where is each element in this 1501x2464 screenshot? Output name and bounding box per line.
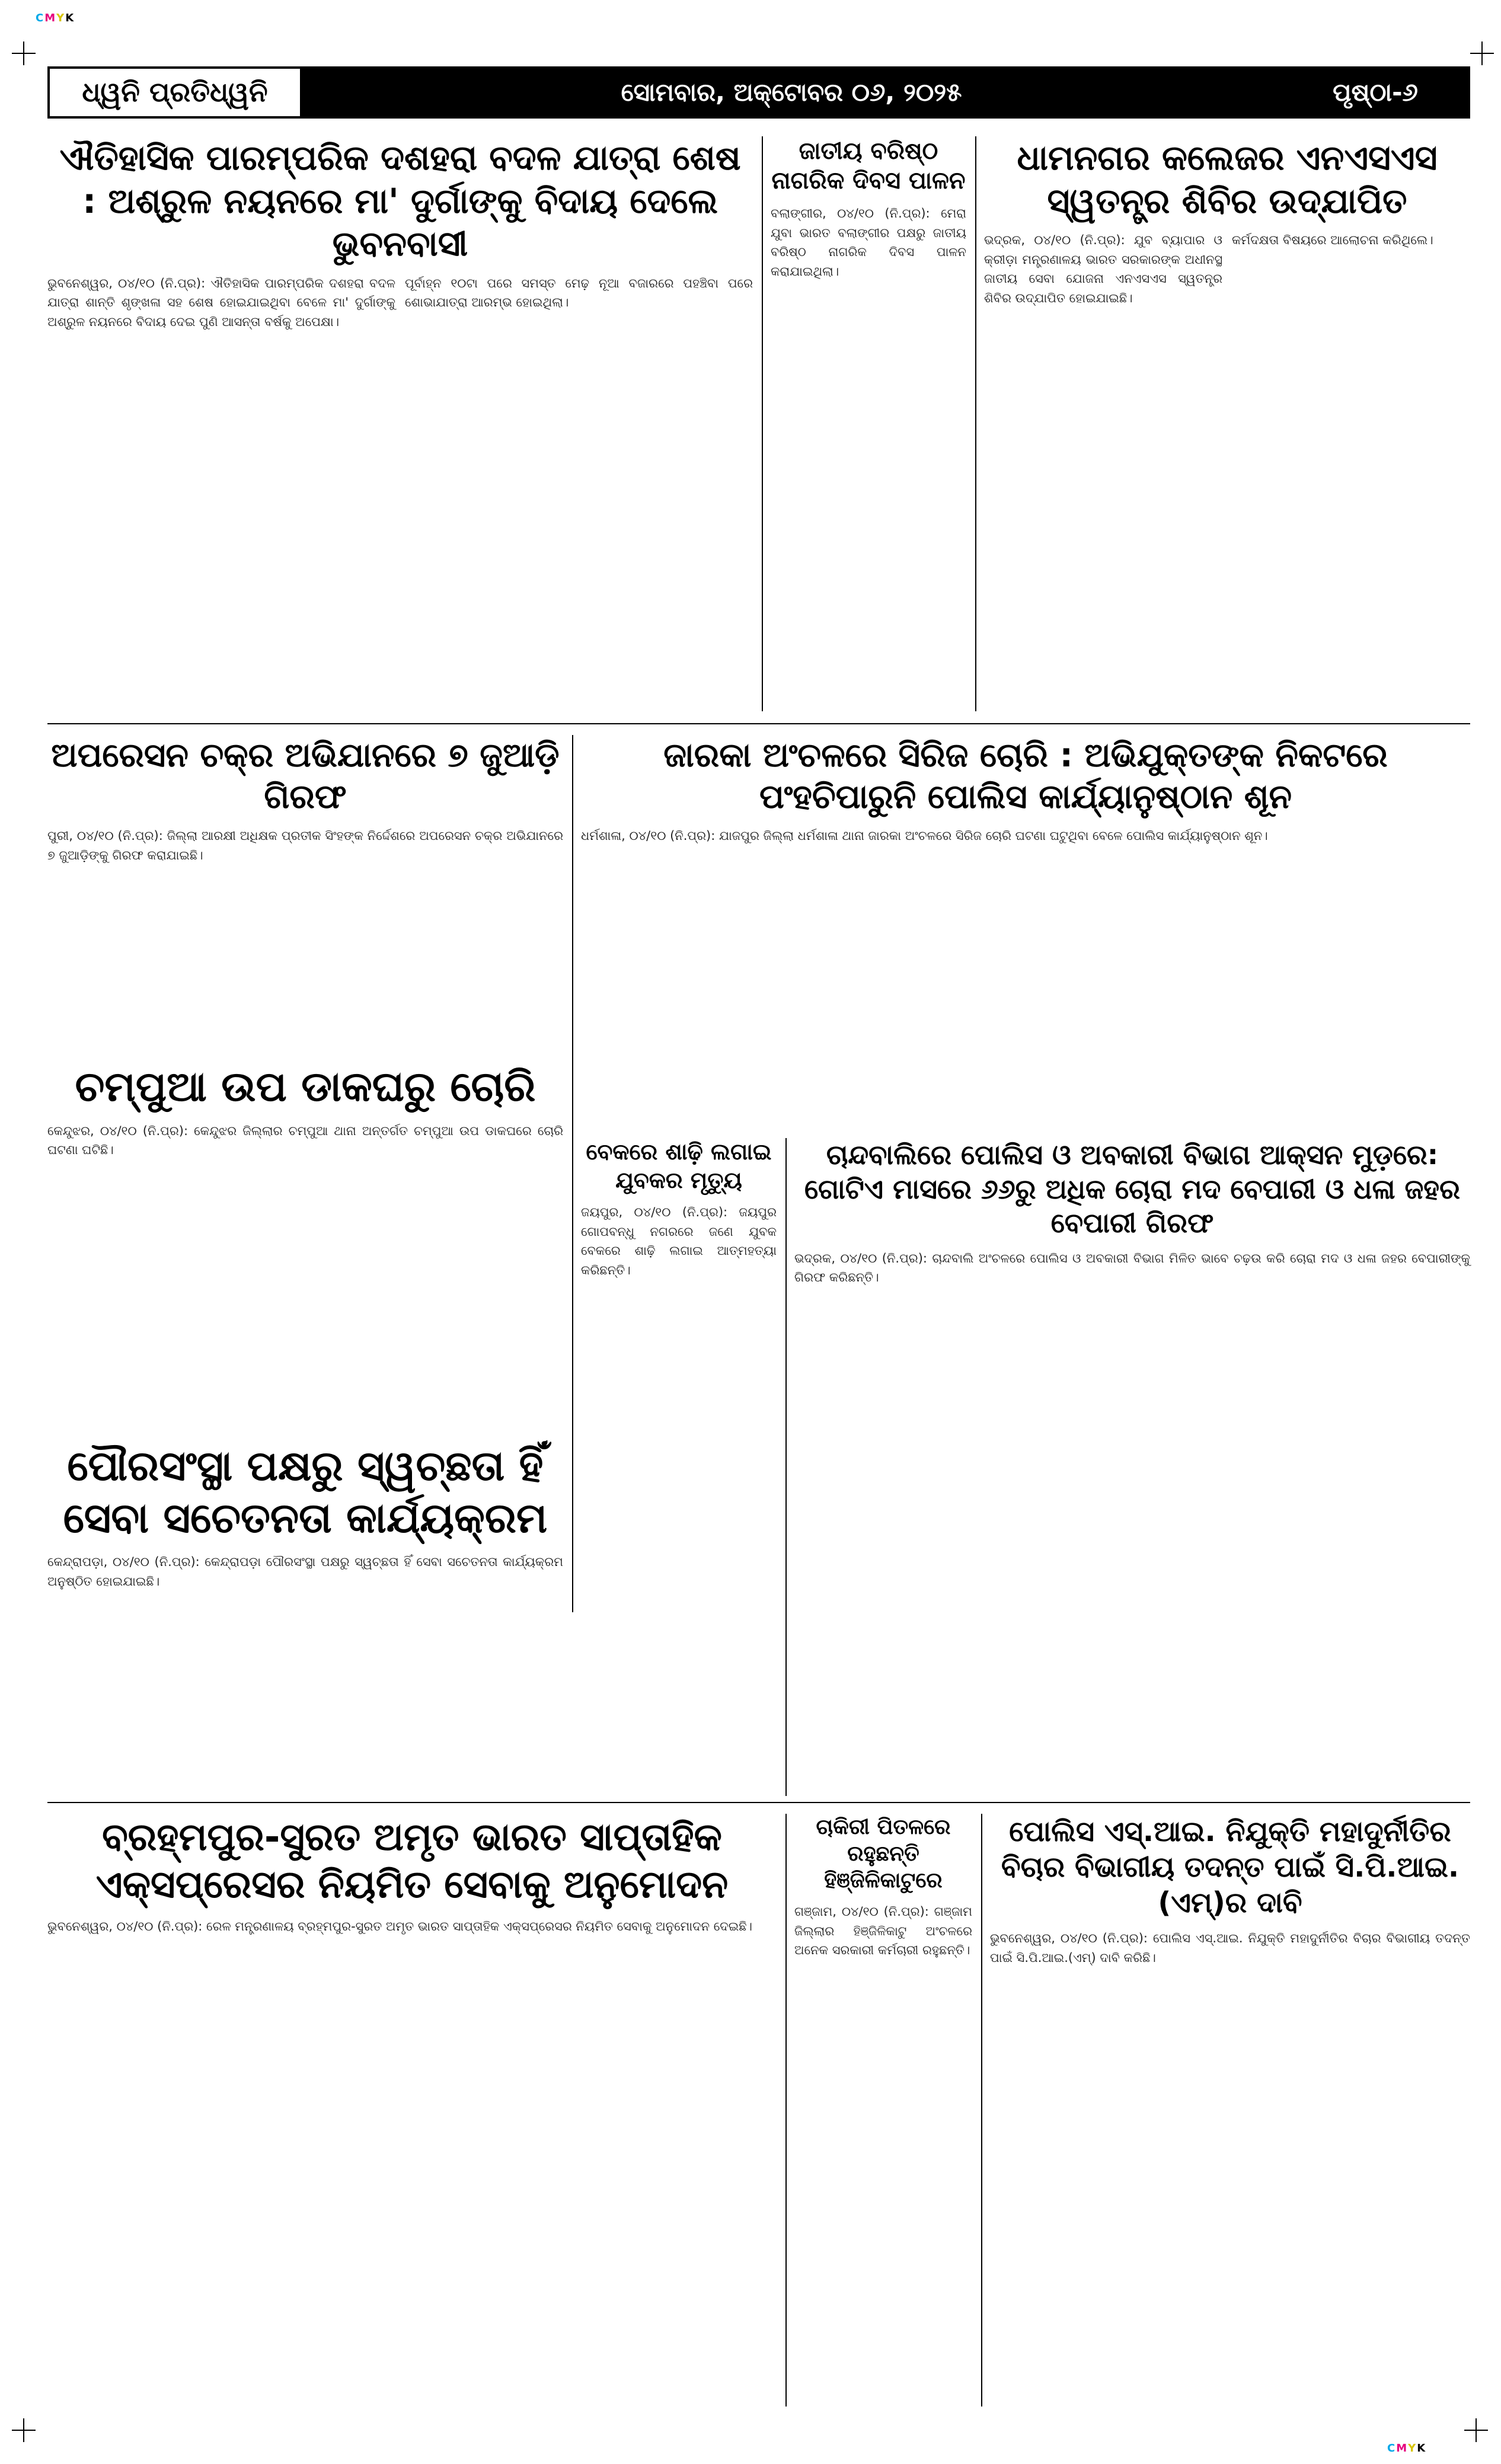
story-body: କର୍ମଦକ୍ଷତା ବିଷୟରେ ଆଲୋଚନା କରିଥିଲେ। (1232, 233, 1433, 247)
column-rule (762, 136, 763, 711)
registration-mark-bottom-right (1464, 2418, 1488, 2442)
masthead (47, 66, 1470, 119)
story-body: କେନ୍ଦୁଝର, ୦୪/୧୦ (ନି.ପ୍ର): କେନ୍ଦୁଝର ଜିଲ୍ଲାର ଚମ୍ପୁଆ ଥାନା ଅନ୍ତର୍ଗତ ଚମ୍ପୁଆ ଉପ ଡାକଘରେ ଚୋରି ଘଟଣା ଘଟିଛି। (47, 1123, 563, 1158)
registration-mark-top-left (12, 41, 36, 65)
headline: ପୌରସଂସ୍ଥା ପକ୍ଷରୁ ସ୍ୱଚ୍ଛତା ହିଁ ସେବା ସଚେତନତା କାର୍ଯ୍ୟକ୍ରମ (63, 1442, 548, 1542)
column-rule (785, 1138, 787, 1796)
page-number: ପୃଷ୍ଠା-୬ (1333, 78, 1418, 107)
story-jaraka-theft (581, 735, 1470, 846)
headline: ଧାମନଗର କଲେଜର ଏନଏସଏସ ସ୍ୱତନ୍ତ୍ର ଶିବିର ଉଦ୍‌ଯାପିତ (1017, 138, 1438, 221)
story-body: ଭୁବନେଶ୍ୱର, ୦୪/୧୦ (ନି.ପ୍ର): ରେଳ ମନ୍ତ୍ରଣାଳୟ ବ୍ରହ୍ମପୁର-ସୁରତ ଅମୃତ ଭାରତ ସାପ୍ତାହିକ ଏକ୍ସପ୍ରେସର ନିୟମିତ ସେବାକୁ ଅନୁମୋଦନ ଦେଇଛି। (47, 1919, 752, 1934)
story-body: ଜୟପୁର, ୦୪/୧୦ (ନି.ପ୍ର): ଜୟପୁର ଗୋପବନ୍ଧୁ ନଗରରେ ଜଣେ ଯୁବକ ବେକରେ ଶାଢ଼ି ଲଗାଇ ଆତ୍ମହତ୍ୟା କରିଛନ୍ତି। (581, 1205, 777, 1277)
column-rule (975, 136, 976, 711)
story-body: କେନ୍ଦ୍ରାପଡ଼ା, ୦୪/୧୦ (ନି.ପ୍ର): କେନ୍ଦ୍ରାପଡ଼ା ପୌରସଂସ୍ଥା ପକ୍ଷରୁ ସ୍ୱଚ୍ଛତା ହିଁ ସେବା ସଚେତନତା କାର୍ଯ୍ୟକ୍ରମ ଅନୁଷ୍ଠିତ ହୋଇଯାଇଛି। (47, 1555, 563, 1589)
story-body: ଭୁବନେଶ୍ୱର, ୦୪/୧୦ (ନି.ପ୍ର): ପୋଲିସ ଏସ୍.ଆଇ. ନିଯୁକ୍ତି ମହାଦୁର୍ନୀତିର ବିଚାର ବିଭାଗୀୟ ତଦନ୍ତ ପାଇଁ ସି.ପି.ଆଇ.(ଏମ୍) ଦାବି କରିଛି। (990, 1931, 1470, 1965)
headline: ବେକରେ ଶାଢ଼ି ଲଗାଇ ଯୁବକର ମୃତ୍ୟୁ (586, 1139, 772, 1193)
story-senior-citizen (771, 136, 966, 281)
story-champua-theft (47, 1061, 563, 1160)
story-swachhata (47, 1440, 563, 1591)
headline: ପୋଲିସ ଏସ୍.ଆଇ. ନିଯୁକ୍ତି ମହାଦୁର୍ନୀତିର ବିଚାର ବିଭାଗୀୟ ତଦନ୍ତ ପାଇଁ ସି.ପି.ଆଇ.(ଏମ୍)ର ଦାବି (1001, 1815, 1460, 1919)
story-body: ଧର୍ମଶାଳା, ୦୪/୧୦ (ନି.ପ୍ର): ଯାଜପୁର ଜିଲ୍ଲା ଧର୍ମଶାଳା ଥାନା ଜାରକା ଅଂଚଳରେ ସିରିଜ ଚୋରି ଘଟଣା ଘଟୁଥିବା ବେଳେ ପୋଲିସ କାର୍ଯ୍ୟାନୁଷ୍ଠାନ ଶୂନ। (581, 829, 1268, 843)
column-rule (981, 1814, 982, 2407)
section-divider (47, 1802, 1470, 1803)
story-body: ଭଦ୍ରକ, ୦୪/୧୦ (ନି.ପ୍ର): ଯୁବ ବ୍ୟାପାର ଓ କ୍ରୀଡ଼ା ମନ୍ତ୍ରଣାଳୟ ଭାରତ ସରକାରଙ୍କ ଅଧୀନସ୍ଥ ଜାତୀୟ ସେବା ଯୋଜନା ଏନଏସଏସ ସ୍ୱତନ୍ତ୍ର ଶିବିର ଉଦ୍‌ଯାପିତ ହୋଇଯାଇଛି। (984, 233, 1222, 305)
headline: ଚାକିରୀ ପିତଳରେ ରହୁଛନ୍ତି ହିଞ୍ଜିଳିକାଟୁରେ (816, 1815, 951, 1893)
story-body: ଭୁବନେଶ୍ୱର, ୦୪/୧୦ (ନି.ପ୍ର): ଐତିହାସିକ ପାରମ୍ପରିକ ଦଶହରା ବଦଳ ଯାତ୍ରା ଶାନ୍ତି ଶୃଙ୍ଖଳା ସହ ଶେଷ ହୋଇଯାଇଥିବା ବେଳେ ମା' ଦୁର୍ଗାଙ୍କୁ ଅଶ୍ରୁଳ ନୟନରେ ବିଦାୟ ଦେଇ ପୁଣି ଆସନ୍ତା ବର୍ଷକୁ ଅପେକ୍ଷା। (47, 276, 395, 329)
story-body: ପୂର୍ବାହ୍ନ ୧୦ଟା ପରେ ସମସ୍ତ ମେଢ଼ ନୂଆ ବଜାରରେ ପହଞ୍ଚିବା ପରେ ଶୋଭାଯାତ୍ରା ଆରମ୍ଭ ହୋଇଥିଲା। (405, 276, 753, 310)
cmyk-mark-bottom: CMYK (1387, 2442, 1427, 2455)
story-body: ବଲାଙ୍ଗୀର, ୦୪/୧୦ (ନି.ପ୍ର): ମେରା ଯୁବା ଭାରତ ବଲାଙ୍ଗୀର ପକ୍ଷରୁ ଜାତୀୟ ବରିଷ୍ଠ ନାଗରିକ ଦିବସ ପାଳନ କରାଯାଇଥିଲା। (771, 206, 966, 279)
headline: ଐତିହାସିକ ପାରମ୍ପରିକ ଦଶହରା ବଦଳ ଯାତ୍ରା ଶେଷ : ଅଶ୍ରୁଳ ନୟନରେ ମା' ଦୁର୍ଗାଙ୍କୁ ବିଦାୟ ଦେଲେ ଭୁବନବାସୀ (59, 138, 741, 264)
section-divider (47, 723, 1470, 724)
story-operation-chakra (47, 735, 563, 865)
story-youth-death (581, 1138, 777, 1280)
story-si-recruitment (990, 1814, 1470, 1967)
issue-date: ସୋମବାର, ଅକ୍ଟୋବର ୦୬, ୨୦୨୫ (621, 78, 962, 107)
headline: ବ୍ରହ୍ମପୁର-ସୁରତ ଅମୃତ ଭାରତ ସାପ୍ତାହିକ ଏକ୍ସପ୍ରେସର ନିୟମିତ ସେବାକୁ ଅନୁମୋଦନ (95, 1816, 729, 1907)
headline: ଚାନ୍ଦବାଲିରେ ପୋଲିସ ଓ ଅବକାରୀ ବିଭାଗ ଆକ୍ସନ ମୁଡ଼ରେ: ଗୋଟିଏ ମାସରେ ୬୬ରୁ ଅଧିକ ଚୋରା ମଦ ବେପାରୀ ଓ ଧଳା ଜହର ବେପାରୀ ଗିରଫ (804, 1139, 1460, 1239)
story-body: ଗଞ୍ଜାମ, ୦୪/୧୦ (ନି.ପ୍ର): ଗଞ୍ଜାମ ଜିଲ୍ଲାର ହିଞ୍ଜିଳିକାଟୁ ଅଂଚଳରେ ଅନେକ ସରକାରୀ କର୍ମଚାରୀ ରହୁଛନ୍ତି। (794, 1904, 972, 1958)
headline: ଜାତୀୟ ବରିଷ୍ଠ ନାଗରିକ ଦିବସ ପାଳନ (771, 138, 966, 194)
headline: ଚମ୍ପୁଆ ଉପ ଡାକଘରୁ ଚୋରି (75, 1062, 536, 1111)
headline: ଜାରକା ଅଂଚଳରେ ସିରିଜ ଚୋରି : ଅଭିଯୁକ୍ତଙ୍କ ନିକଟରେ ପଂହଚିପାରୁନି ପୋଲିସ କାର୍ଯ୍ୟାନୁଷ୍ଠାନ ଶୂନ (663, 736, 1388, 816)
column-rule (785, 1814, 787, 2407)
newspaper-logo: ଧ୍ୱନି ପ୍ରତିଧ୍ୱନି (47, 66, 302, 119)
column-rule (572, 735, 573, 1612)
cmyk-mark-top: CMYK (36, 12, 75, 24)
story-amrit-bharat-express (47, 1814, 777, 1936)
story-body: ଭଦ୍ରକ, ୦୪/୧୦ (ନି.ପ୍ର): ଚାନ୍ଦବାଲି ଅଂଚଳରେ ପୋଲିସ ଓ ଅବକାରୀ ବିଭାଗ ମିଳିତ ଭାବେ ଚଢ଼ଉ କରି ଚୋରା ମଦ ଓ ଧଳା ଜହର ବେପାରୀଙ୍କୁ ଗିରଫ କରିଛନ୍ତି। (794, 1251, 1470, 1285)
story-dussehra (47, 136, 753, 331)
story-body: ପୁରୀ, ୦୪/୧୦ (ନି.ପ୍ର): ଜିଲ୍ଲା ଆରକ୍ଷୀ ଅଧିକ୍ଷକ ପ୍ରତୀକ ସିଂହଙ୍କ ନିର୍ଦ୍ଦେଶରେ ଅପରେସନ ଚକ୍ର ଅଭିଯାନରେ ୭ ଜୁଆଡ଼ିଙ୍କୁ ଗିରଫ କରାଯାଇଛି। (47, 829, 563, 862)
story-nss-camp (984, 136, 1470, 308)
headline: ଅପରେସନ ଚକ୍ର ଅଭିଯାନରେ ୭ ଜୁଆଡ଼ି ଗିରଫ (51, 736, 560, 816)
story-hinjilicut (794, 1814, 972, 1960)
registration-mark-bottom-left (12, 2418, 36, 2442)
story-chandbali-raid (794, 1138, 1470, 1287)
registration-mark-top-right (1470, 41, 1494, 65)
